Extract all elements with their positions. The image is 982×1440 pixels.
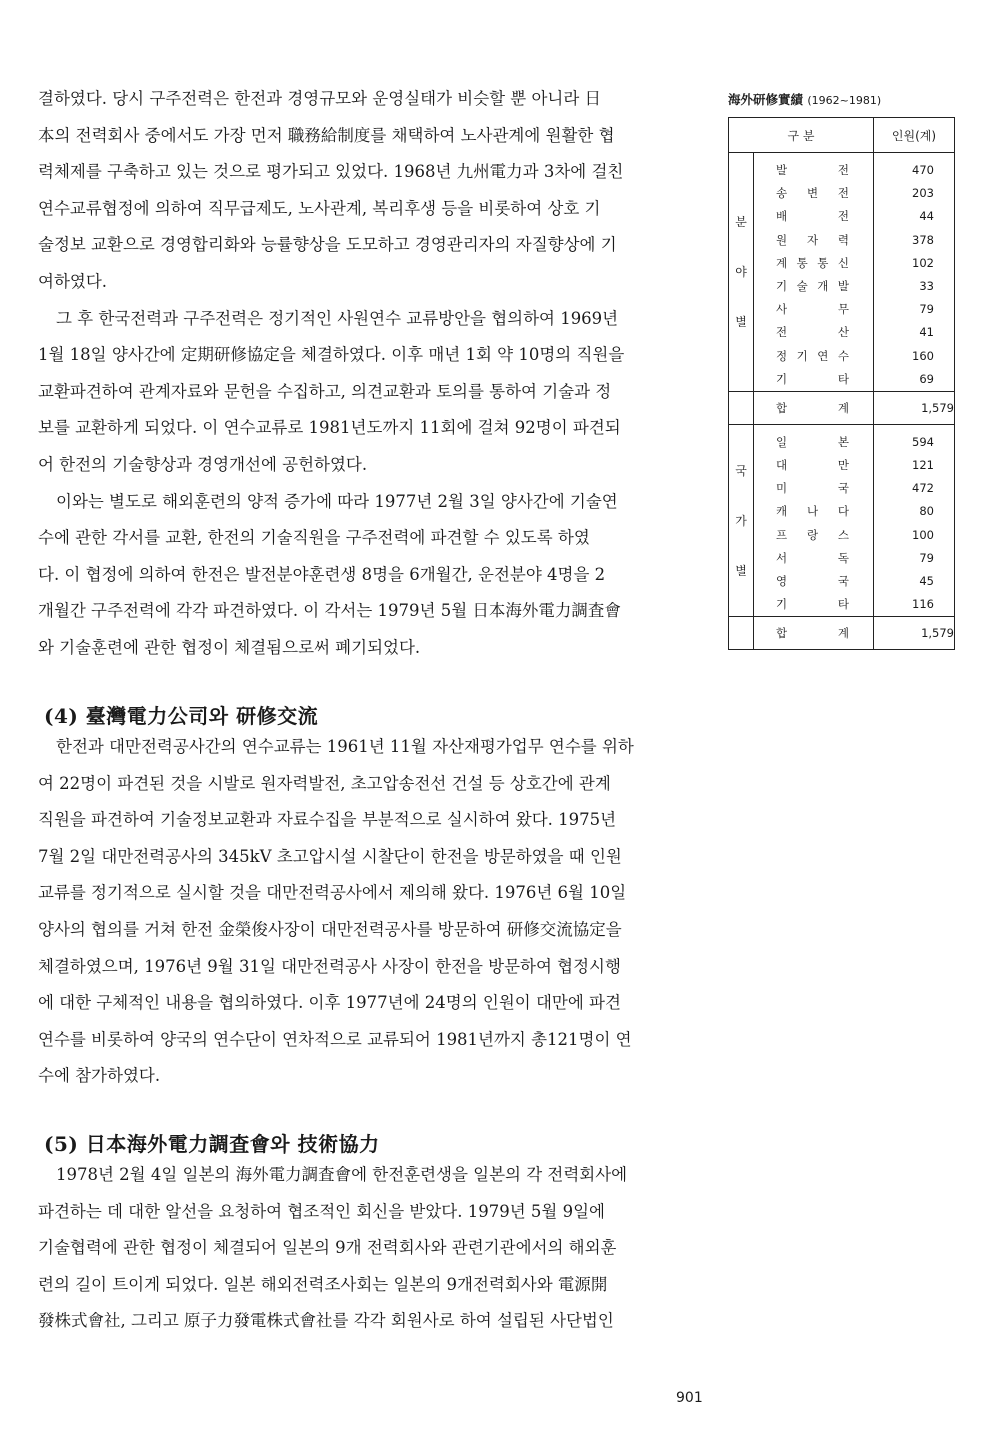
label-char: 서 [776,550,788,565]
paragraph-memorandum [38,484,708,667]
field-total-value: 1,579 [874,391,955,424]
field-total-label [754,391,874,424]
page-number: 901 [676,1390,703,1406]
label-char: 산 [837,325,849,340]
text-line: 연수교류협정에 의하여 직무급제도, 노사관계, 복리후생 등을 비롯하여 상호 기 [38,198,601,218]
group-char: 별 [735,314,747,329]
empty-cell [729,391,754,424]
text-line: 한전과 대만전력공사간의 연수교류는 1961년 11월 자산재평가업무 연수를 위하 [56,737,634,756]
text-line: 수에 관한 각서를 교환, 한전의 기술직원을 구주전력에 파견할 수 있도록 하였 [38,528,590,548]
country-value: 594 [912,434,934,449]
label-char: 합 [776,626,788,641]
label-char: 원 [776,232,788,247]
header-count: 인원(계) [874,118,955,153]
body-text-top [38,81,708,667]
label-char: 통 [796,255,808,270]
label-char: 본 [837,434,849,449]
country-total-row [729,617,955,650]
label-char: 전 [837,186,849,201]
field-label [754,229,873,252]
label-char: 술 [796,278,808,293]
country-group-label [729,424,754,617]
country-value: 79 [919,550,934,565]
field-value: 44 [919,209,934,224]
section-4-heading: (4) 臺灣電力公司와 研修交流 [44,704,319,728]
label-char: 국 [837,481,849,496]
country-label [754,570,873,593]
field-group-row [729,153,955,392]
text-line: 결하였다. 당시 구주전력은 한전과 경영규모와 운영실태가 비슷할 뿐 아니라 日 [38,89,602,108]
table-period: (1962~1981) [807,94,882,107]
text-line: 술정보 교환으로 경영합리화와 능률향상을 도모하고 경영관리자의 자질향상에 기 [38,235,617,255]
text-line: 개월간 구주전력에 각각 파견하였다. 이 각서는 1979년 5월 日本海外電力調査會 [38,601,621,621]
label-char: 국 [837,574,849,588]
text-line: 어 한전의 기술향상과 경영개선에 공헌하였다. [38,454,368,474]
label-char: 전 [776,325,788,340]
label-char: 통 [817,255,829,270]
field-label [754,275,873,298]
label-char: 합 [776,400,788,415]
country-value: 472 [912,481,934,496]
header-category: 구 분 [729,118,874,153]
field-labels [754,153,874,392]
country-total-label [754,617,874,650]
field-value: 378 [912,232,934,247]
country-value: 116 [912,597,934,612]
country-label [754,500,873,523]
table-header-row [729,118,955,153]
label-char: 랑 [806,527,819,542]
text-line: 와 기술훈련에 관한 협정이 체결됨으로써 폐기되었다. [38,637,421,657]
field-value: 33 [919,278,934,293]
text-line: 發株式會社, 그리고 原子力發電株式會社를 각각 회원사로 하여 설립된 사단법인 [38,1311,614,1331]
label-char: 력 [837,232,849,247]
text-line: 本의 전력회사 중에서도 가장 먼저 職務給制度를 채택하여 노사관계에 원활한 협 [38,125,615,145]
label-char: 계 [837,400,849,415]
label-char: 캐 [776,504,788,519]
field-label [754,252,873,275]
group-char: 국 [735,463,747,478]
text-line: 보를 교환하게 되었다. 이 연수교류로 1981년도까지 11회에 걸쳐 92명이 파견되 [38,418,621,438]
label-char: 자 [806,232,819,247]
field-value: 203 [912,186,934,201]
label-char: 미 [776,481,788,496]
field-value: 41 [919,325,934,340]
empty-cell [729,617,754,650]
section-5-body [38,1157,708,1340]
field-label [754,159,873,182]
country-label [754,593,873,616]
country-label [754,454,873,477]
text-line: 파견하는 데 대한 알선을 요청하여 협조적인 회신을 받았다. 1979년 5월 9일에 [38,1201,605,1221]
intro-paragraph [38,81,708,301]
label-char: 무 [837,302,849,317]
label-char: 발 [837,278,849,293]
field-value: 79 [919,302,934,317]
text-line: 그 후 한국전력과 구주전력은 정기적인 사원연수 교류방안을 협의하여 1969년 [56,308,619,328]
text-line: 교류를 정기적으로 실시할 것을 대만전력공사에서 제의해 왔다. 1976년 6월 10일 [38,883,627,903]
field-value: 102 [912,255,934,270]
label-char: 스 [837,527,849,542]
paragraph-kyushu-agreement [38,301,708,484]
text-line: 수에 참가하였다. [38,1066,161,1086]
text-line: 체결하였으며, 1976년 9월 31일 대만전력공사 사장이 한전을 방문하여 협정시행 [38,956,621,976]
country-labels [754,424,874,617]
country-value: 80 [919,504,934,519]
label-char: 사 [776,302,788,317]
field-label [754,182,873,205]
country-group-row [729,424,955,617]
text-line: 기술협력에 관한 협정이 체결되어 일본의 9개 전력회사와 관련기관에서의 해외훈 [38,1238,617,1258]
section-5-heading: (5) 日本海外電力調査會와 技術協力 [44,1132,380,1156]
country-value: 45 [919,574,934,588]
overseas-training-table [728,117,955,650]
label-char: 개 [817,278,829,293]
field-label [754,368,873,391]
field-label [754,298,873,321]
country-label [754,477,873,500]
country-value: 121 [912,458,934,473]
country-values [874,424,955,617]
label-char: 일 [776,434,788,449]
field-value: 160 [912,348,934,363]
text-line: 다. 이 협정에 의하여 한전은 발전분야훈련생 8명을 6개월간, 운전분야 4명을 2 [38,564,606,584]
field-label [754,205,873,228]
country-label [754,431,873,454]
label-char: 나 [806,504,819,519]
text-line: 여하였다. [38,271,108,291]
field-value: 69 [919,371,934,386]
text-line: 연수를 비롯하여 양국의 연수단이 연차적으로 교류되어 1981년까지 총121명이 연 [38,1029,632,1049]
text-line: 직원을 파견하여 기술정보교환과 자료수집을 부분적으로 실시하여 왔다. 1975년 [38,810,617,830]
label-char: 발 [776,163,788,177]
field-value: 470 [912,163,934,177]
text-line: 이와는 별도로 해외훈련의 양적 증가에 따라 1977년 2월 3일 양사간에 기술연 [56,491,618,511]
group-char: 가 [735,513,747,528]
label-char: 만 [837,458,849,473]
text-line: 1월 18일 양사간에 定期研修協定을 체결하였다. 이후 매년 1회 약 10명의 직원을 [38,345,625,365]
field-group-label [729,153,754,392]
label-char: 연 [817,348,829,363]
label-char: 송 [776,186,788,201]
label-char: 기 [776,371,788,386]
text-line: 양사의 협의를 거쳐 한전 金榮俊사장이 대만전력공사를 방문하여 研修交流協定을 [38,919,622,939]
field-label [754,321,873,344]
label-char: 영 [776,574,788,588]
country-value: 100 [912,527,934,542]
label-char: 다 [837,504,849,519]
label-char: 배 [776,209,788,224]
label-char: 기 [776,597,788,612]
label-char: 수 [837,348,849,363]
label-char: 기 [776,278,788,293]
label-char: 계 [776,255,788,270]
field-label [754,345,873,368]
table-title: 海外研修實績 [728,92,804,107]
label-char: 전 [837,163,849,177]
label-char: 신 [837,255,849,270]
group-char: 별 [735,563,747,578]
label-char: 독 [837,550,849,565]
text-line: 련의 길이 트이게 되었다. 일본 해외전력조사회는 일본의 9개전력회사와 電源開 [38,1274,608,1294]
field-values [874,153,955,392]
label-char: 전 [837,209,849,224]
group-char: 야 [735,264,747,279]
text-line: 7월 2일 대만전력공사의 345kV 초고압시설 시찰단이 한전을 방문하였을 때 인원 [38,846,622,866]
label-char: 대 [776,458,788,473]
label-char: 정 [776,348,788,363]
country-label [754,547,873,570]
label-char: 프 [776,527,788,542]
section-4-body [38,729,708,1095]
text-line: 여 22명이 파견된 것을 시발로 원자력발전, 초고압송전선 건설 등 상호간에 관계 [38,773,611,793]
field-total-row [729,391,955,424]
country-total-value: 1,579 [874,617,955,650]
label-char: 타 [837,371,849,386]
label-char: 타 [837,597,849,612]
table-caption [728,90,881,108]
label-char: 변 [806,186,819,201]
label-char: 계 [837,626,849,641]
text-line: 력체제를 구축하고 있는 것으로 평가되고 있었다. 1968년 九州電力과 3차에 걸친 [38,162,624,182]
group-char: 분 [735,214,747,229]
country-label [754,524,873,547]
text-line: 교환파견하여 관계자료와 문헌을 수집하고, 의견교환과 토의를 통하여 기술과 정 [38,381,612,401]
text-line: 에 대한 구체적인 내용을 협의하였다. 이후 1977년에 24명의 인원이 대만에 파견 [38,993,621,1013]
label-char: 기 [796,348,808,363]
text-line: 1978년 2월 4일 일본의 海外電力調査會에 한전훈련생을 일본의 각 전력회사에 [56,1165,628,1184]
